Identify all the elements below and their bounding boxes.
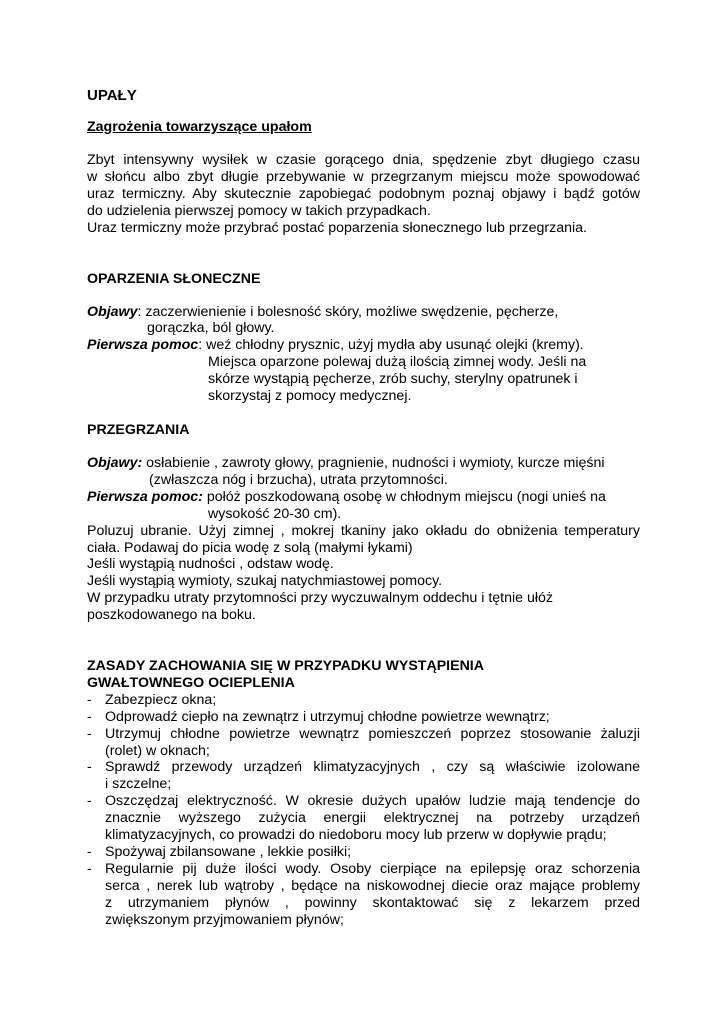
rules-item-line: z utrzymaniem płynów , powinny skontaktować się z lekarzem przed [105, 894, 640, 911]
rules-list-item [87, 844, 640, 861]
overheating-aid-text: połóż poszkodowaną osobę w chłodnym miejscu (nogi unieś na [202, 488, 606, 505]
sunburn-symptoms-label: Objawy [87, 303, 138, 320]
rules-item-line: serca , nerek lub wątroby , będące na niskowodnej diecie oraz mające problemy [105, 877, 640, 894]
rules-item-text [105, 726, 640, 760]
overheating-line: Jeśli wystąpią wymioty, szukaj natychmiastowej pomocy. [87, 573, 443, 590]
intro-line: Zbyt intensywny wysiłek w czasie gorącego dnia, spędzenie zbyt długiego czasu [87, 152, 640, 168]
rules-item-line: i szczelne; [105, 776, 172, 793]
sunburn-aid-continued: skorzystaj z pomocy medycznej. [208, 388, 412, 405]
overheating-symptoms [87, 455, 640, 489]
sunburn-aid-label: Pierwsza pomoc [87, 337, 199, 354]
rules-item-text [105, 709, 640, 726]
list-dash: - [87, 691, 92, 708]
sunburn-symptoms-text: : zaczerwienienie i bolesność skóry, możliwe swędzenie, pęcherze, [137, 303, 559, 320]
sunburn-aid-continued: Miejsca oparzone polewaj dużą ilością zimnej wody. Jeśli na [208, 354, 587, 371]
rules-item-line: Sprawdź przewody urządzeń klimatyzacyjnych , czy są właściwie izolowane [105, 759, 640, 776]
rules-item-line: Utrzymuj chłodne powietrze wewnątrz pomieszczeń poprzez stosowanie żaluzji [105, 725, 640, 742]
rules-item-text [105, 692, 640, 709]
overheating-line: Jeśli wystąpią nudności , odstaw wodę. [87, 556, 334, 573]
rules-heading-line: GWAŁTOWNEGO OCIEPLENIA [87, 674, 295, 691]
list-dash: - [87, 860, 92, 877]
intro-line: do udzielenia pierwszej pomocy w takich przypadkach. [87, 202, 431, 219]
rules-list-item [87, 793, 640, 844]
rules-item-line: Regularnie pij duże ilości wody. Osoby cierpiące na epilepsję oraz schorzenia [105, 860, 640, 877]
overheating-instructions [87, 523, 640, 624]
rules-item-text [105, 844, 640, 861]
rules-item-line: Oszczędzaj elektryczność. W okresie dużych upałów ludzie mają tendencje do [105, 793, 640, 810]
rules-list-item [87, 726, 640, 760]
rules-item-text [105, 793, 640, 844]
rules-heading-line: ZASADY ZACHOWANIA SIĘ W PRZYPADKU WYSTĄPIENIA [87, 658, 484, 675]
rules-item-line: zwiększonym przyjmowaniem płynów; [105, 911, 344, 928]
rules-list-item [87, 861, 640, 929]
overheating-line: poszkodowanego na boku. [87, 607, 256, 624]
intro-line: w słońcu albo zbyt długie przebywanie w przegrzanym miejscu może spowodować [87, 168, 640, 185]
rules-item-text [105, 759, 640, 793]
rules-item-line: Zabezpiecz okna; [105, 691, 217, 708]
intro-paragraph [87, 152, 640, 237]
overheating-symptoms-continued: (zwłaszcza nóg i brzucha), utrata przytomności. [149, 471, 448, 488]
intro-line: Uraz termiczny może przybrać postać poparzenia słonecznego lub przegrzania. [87, 219, 587, 236]
sunburn-symptoms-continued: gorączka, ból głowy. [147, 320, 275, 337]
sunburn-aid-text: : weź chłodny prysznic, użyj mydła aby usunąć olejki (kremy). [198, 337, 584, 354]
overheating-first-aid [87, 489, 640, 523]
overheating-symptoms-text: osłabienie , zawroty głowy, pragnienie, nudności i wymioty, kurcze mięśni [142, 454, 605, 471]
list-dash: - [87, 793, 92, 810]
rules-item-text [105, 861, 640, 929]
list-dash: - [87, 708, 92, 725]
rules-item-line: (rolet) w oknach; [105, 742, 210, 759]
rules-list-item [87, 759, 640, 793]
list-dash: - [87, 725, 92, 742]
overheating-symptoms-label: Objawy: [87, 454, 143, 471]
overheating-line: Poluzuj ubranie. Użyj zimnej , mokrej tkaniny jako okładu do obniżenia temperatury [87, 522, 640, 539]
intro-heading: Zagrożenia towarzyszące upałom [87, 119, 312, 135]
rules-list-item [87, 709, 640, 726]
overheating-heading: PRZEGRZANIA [87, 421, 190, 438]
rules-heading [87, 658, 640, 692]
sunburn-symptoms [87, 304, 640, 338]
rules-item-line: Spożywaj zbilansowane , lekkie posiłki; [105, 844, 352, 860]
overheating-line: ciała. Podawaj do picia wodę z solą (małymi łykami) [87, 539, 413, 556]
list-dash: - [87, 759, 92, 776]
sunburn-aid-continued: skórze wystąpią pęcherze, zrób suchy, sterylny opatrunek i [208, 371, 578, 388]
overheating-line: W przypadku utraty przytomności przy wyczuwalnym oddechu i tętnie ułóż [87, 590, 554, 607]
list-dash: - [87, 844, 92, 860]
rules-item-line: Odprowadź ciepło na zewnątrz i utrzymuj chłodne powietrze wewnątrz; [105, 708, 550, 725]
intro-line: uraz termiczny. Aby skutecznie zapobiegać podobnym poznaj objawy i bądź gotów [87, 185, 640, 202]
sunburn-first-aid [87, 337, 640, 405]
sunburn-heading: OPARZENIA SŁONECZNE [87, 270, 261, 287]
overheating-aid-continued: wysokość 20-30 cm). [208, 505, 342, 522]
overheating-aid-label: Pierwsza pomoc: [87, 488, 203, 505]
document-page [87, 86, 640, 929]
rules-item-line: znacznie wyższego zużycia energii elektrycznej na potrzeby urządzeń [105, 810, 640, 827]
rules-list [87, 692, 640, 929]
document-title: UPAŁY [87, 87, 137, 104]
rules-item-line: klimatyzacyjnych, co prowadzi do niedoboru mocy lub przerw w dopływie prądu; [105, 827, 607, 844]
rules-list-item [87, 692, 640, 709]
